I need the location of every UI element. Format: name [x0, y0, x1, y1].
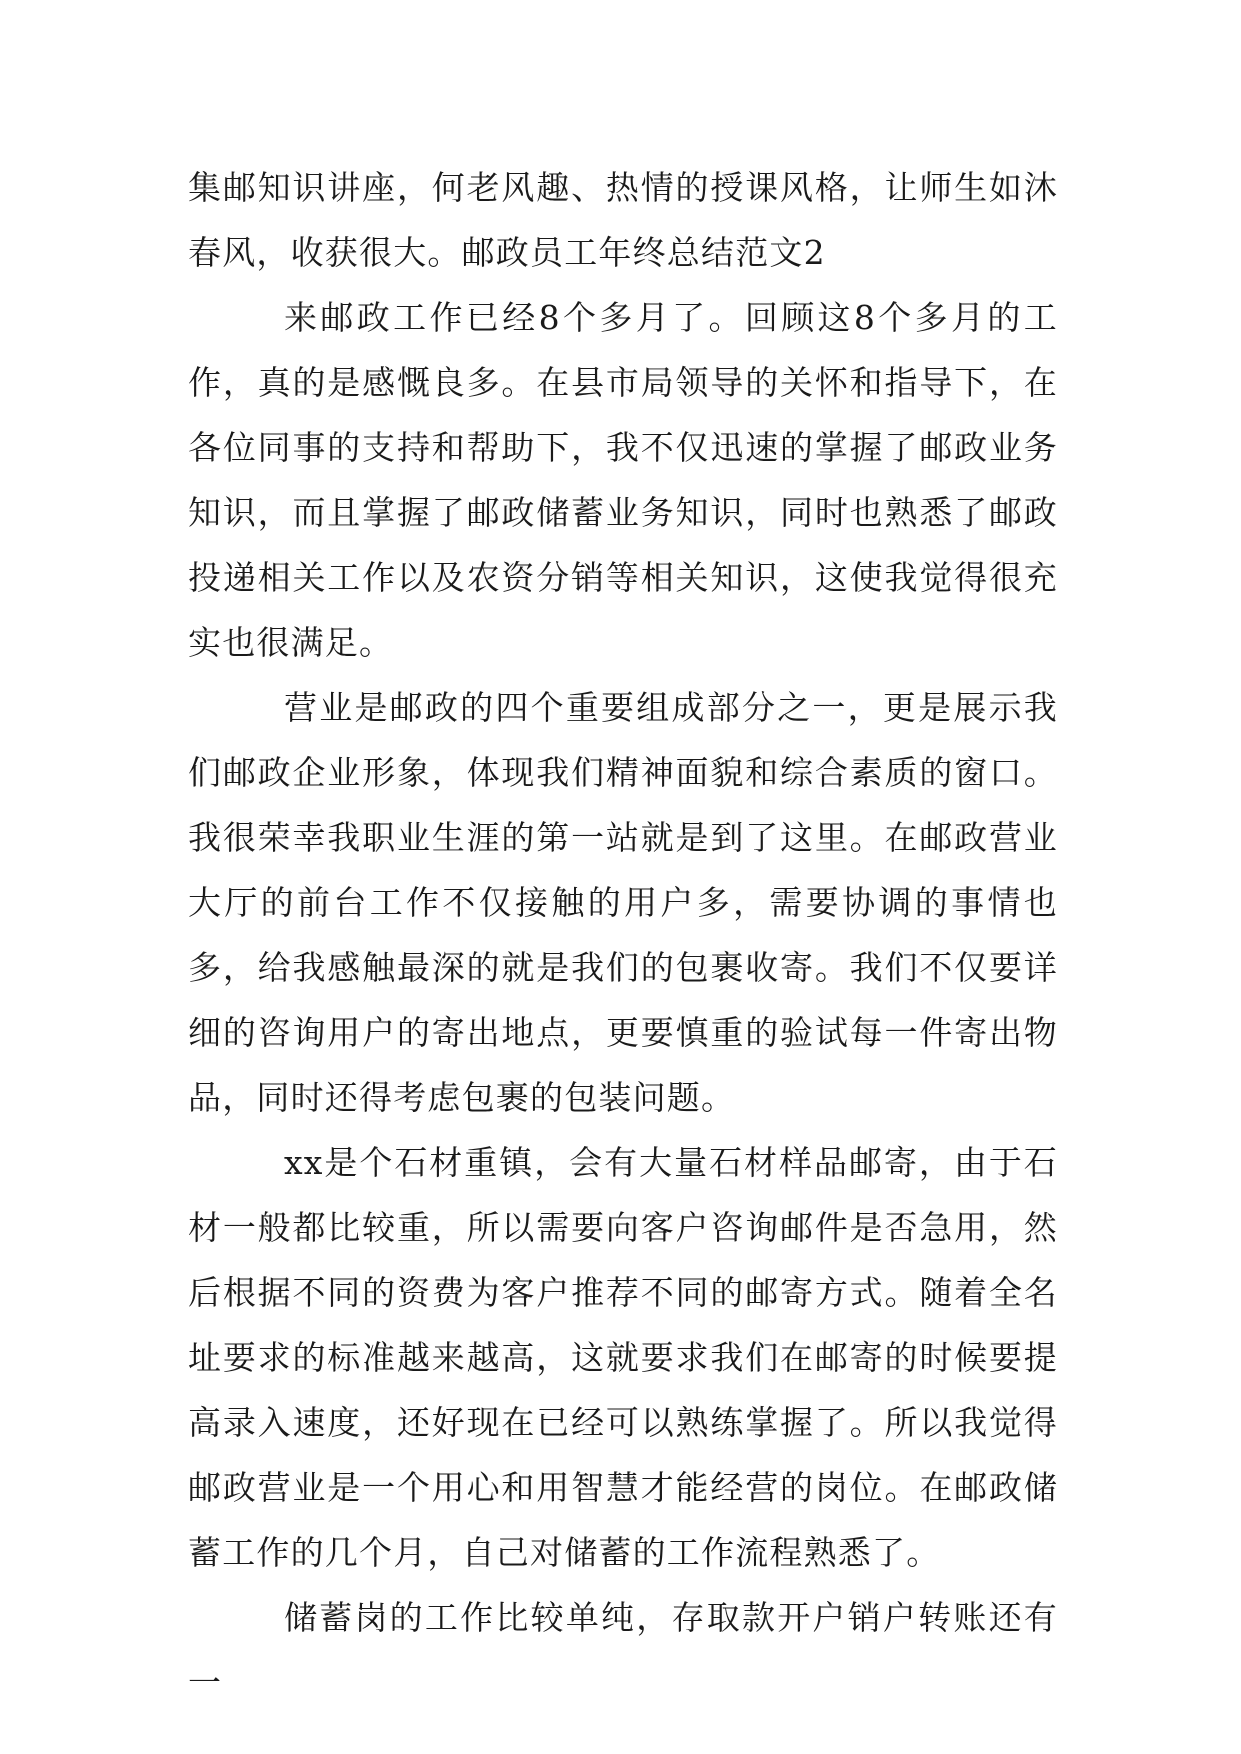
- paragraph-4: xx是个石材重镇，会有大量石材样品邮寄，由于石材一般都比较重，所以需要向客户咨询邮件是否急用，然后根据不同的资费为客户推荐不同的邮寄方式。随着全名址要求的标准越来越高，这就要求我们在邮寄的时候要提高录入速度，还好现在已经可以熟练掌握了。所以我觉得邮政营业是一个用心和用智慧才能经营的岗位。在邮政储蓄工作的几个月，自己对储蓄的工作流程熟悉了。: [188, 1143, 1058, 1572]
- paragraph-1: 集邮知识讲座，何老风趣、热情的授课风格，让师生如沐春风，收获很大。邮政员工年终总结范文2: [188, 168, 1058, 272]
- document-body: [188, 155, 1058, 1715]
- paragraph-5: 储蓄岗的工作比较单纯，存取款开户销户转账还有一: [188, 1598, 1058, 1702]
- paragraph-2: 来邮政工作已经8个多月了。回顾这8个多月的工作，真的是感慨良多。在县市局领导的关怀和指导下，在各位同事的支持和帮助下，我不仅迅速的掌握了邮政业务知识，而且掌握了邮政储蓄业务知识，同时也熟悉了邮政投递相关工作以及农资分销等相关知识，这使我觉得很充实也很满足。: [188, 298, 1058, 662]
- paragraph-3: 营业是邮政的四个重要组成部分之一，更是展示我们邮政企业形象，体现我们精神面貌和综合素质的窗口。我很荣幸我职业生涯的第一站就是到了这里。在邮政营业大厅的前台工作不仅接触的用户多，需要协调的事情也多，给我感触最深的就是我们的包裹收寄。我们不仅要详细的咨询用户的寄出地点，更要慎重的验试每一件寄出物品，同时还得考虑包裹的包装问题。: [188, 688, 1058, 1117]
